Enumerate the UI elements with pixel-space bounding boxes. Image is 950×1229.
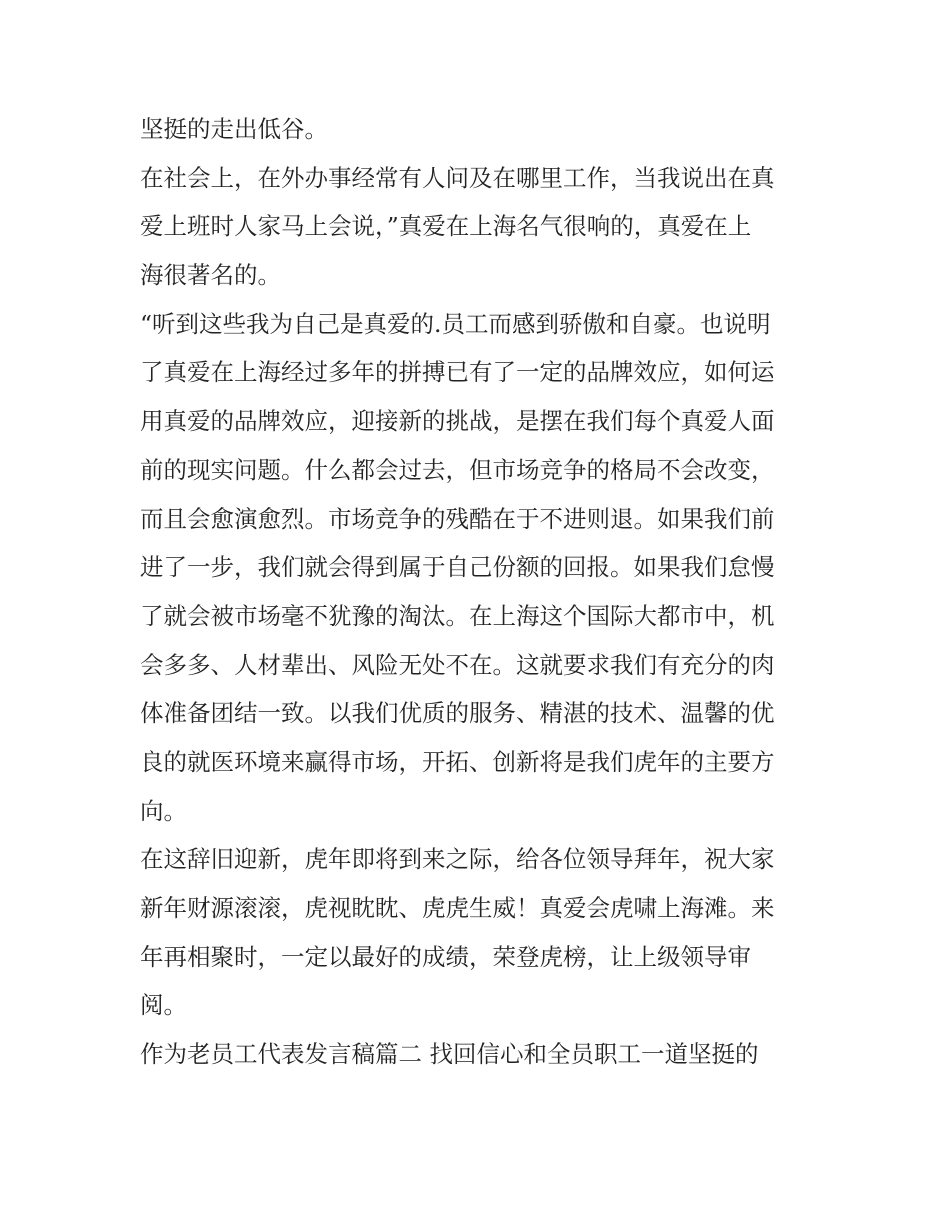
text-line: 在这辞旧迎新，虎年即将到来之际，给各位领导拜年，祝大家 (140, 845, 775, 874)
text-line: 进了一步，我们就会得到属于自己份额的回报。如果我们怠慢 (140, 553, 775, 582)
text-line: 用真爱的品牌效应，迎接新的挑战，是摆在我们每个真爱人面 (140, 407, 775, 436)
text-line: 了真爱在上海经过多年的拼搏已有了一定的品牌效应，如何运 (140, 358, 775, 387)
text-line: 向。 (140, 796, 187, 825)
document-body (140, 105, 820, 1079)
text-line: 新年财源滚滚，虎视眈眈、虎虎生威！真爱会虎啸上海滩。来 (140, 894, 775, 922)
text-line: 年再相聚时，一定以最好的成绩，荣登虎榜，让上级领导审 (140, 942, 751, 971)
text-line: 了就会被市场毫不犹豫的淘汰。在上海这个国际大都市中，机 (140, 601, 775, 630)
text-line: 阅。 (140, 991, 187, 1020)
text-line: “听到这些我为自己是真爱的.员工而感到骄傲和自豪。也说明 (140, 309, 771, 338)
text-line: 会多多、人材辈出、风险无处不在。这就要求我们有充分的肉 (140, 650, 775, 679)
text-line: 爱上班时人家马上会说，”真爱在上海名气很响的，真爱在上 (140, 212, 752, 241)
text-line: 在社会上，在外办事经常有人问及在哪里工作，当我说出在真 (140, 163, 775, 192)
text-line: 而且会愈演愈烈。市场竞争的残酷在于不进则退。如果我们前 (140, 504, 775, 533)
text-line: 作为老员工代表发言稿篇二 找回信心和全员职工一道坚挺的 (140, 1040, 759, 1069)
text-line: 前的现实问题。什么都会过去，但市场竞争的格局不会改变， (140, 455, 775, 484)
text-line: 坚挺的走出低谷。 (140, 115, 328, 143)
text-line: 良的就医环境来赢得市场，开拓、创新将是我们虎年的主要方 (140, 747, 775, 776)
text-line: 海很著名的。 (140, 261, 281, 290)
text-line: 体准备团结一致。以我们优质的服务、精湛的技术、温馨的优 (140, 699, 775, 728)
